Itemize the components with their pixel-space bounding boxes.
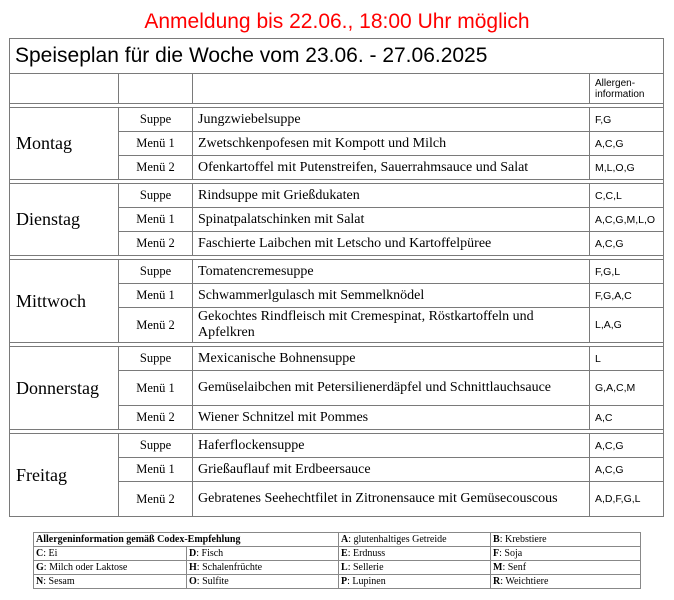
dish-name: Gekochtes Rindfleisch mit Cremespinat, Röstkartoffeln und Apfelkren — [193, 308, 590, 343]
dish-name: Wiener Schnitzel mit Pommes — [193, 406, 590, 430]
dish-allergens: F,G,L — [590, 260, 664, 284]
allergen-column-header — [590, 74, 664, 104]
header-row — [10, 74, 664, 104]
day-name: Mittwoch — [10, 260, 119, 343]
menu-row — [10, 434, 664, 458]
dish-allergens: A,C,G — [590, 132, 664, 156]
dish-name: Mexicanische Bohnensuppe — [193, 347, 590, 371]
dish-allergens: G,A,C,M — [590, 371, 664, 406]
dish-allergens: A,C,G — [590, 232, 664, 256]
dish-allergens: A,C,G — [590, 458, 664, 482]
dish-type: Menü 1 — [119, 208, 193, 232]
dish-name: Schwammerlgulasch mit Semmelknödel — [193, 284, 590, 308]
legend-heading: Allergeninformation gemäß Codex-Empfehlung — [34, 533, 339, 547]
legend-item: L: Sellerie — [339, 561, 491, 575]
dish-allergens: L — [590, 347, 664, 371]
day-name: Dienstag — [10, 184, 119, 256]
dish-type: Suppe — [119, 108, 193, 132]
legend-item: E: Erdnuss — [339, 547, 491, 561]
dish-type: Menü 2 — [119, 232, 193, 256]
day-name: Montag — [10, 108, 119, 180]
menu-row — [10, 108, 664, 132]
legend-item: M: Senf — [491, 561, 641, 575]
legend-item: O: Sulfite — [187, 575, 339, 589]
header-cell-type — [119, 74, 193, 104]
dish-name: Ofenkartoffel mit Putenstreifen, Sauerrahmsauce und Salat — [193, 156, 590, 180]
legend-item: R: Weichtiere — [491, 575, 641, 589]
dish-name: Gebratenes Seehechtfilet in Zitronensauce mit Gemüsecouscous — [193, 482, 590, 517]
legend-item: F: Soja — [491, 547, 641, 561]
header-cell-dish — [193, 74, 590, 104]
legend-item: D: Fisch — [187, 547, 339, 561]
dish-name: Rindsuppe mit Grießdukaten — [193, 184, 590, 208]
dish-name: Spinatpalatschinken mit Salat — [193, 208, 590, 232]
dish-allergens: A,C,G — [590, 434, 664, 458]
day-name: Freitag — [10, 434, 119, 517]
dish-allergens: C,C,L — [590, 184, 664, 208]
dish-type: Menü 1 — [119, 284, 193, 308]
dish-type: Suppe — [119, 184, 193, 208]
menu-row — [10, 347, 664, 371]
dish-type: Menü 2 — [119, 308, 193, 343]
dish-type: Menü 1 — [119, 458, 193, 482]
legend-item: C: Ei — [34, 547, 187, 561]
registration-notice: Anmeldung bis 22.06., 18:00 Uhr möglich — [144, 10, 530, 33]
dish-allergens: F,G,A,C — [590, 284, 664, 308]
menu-title: Speiseplan für die Woche vom 23.06. - 27.06.2025 — [10, 39, 664, 74]
dish-allergens: A,C — [590, 406, 664, 430]
dish-name: Haferflockensuppe — [193, 434, 590, 458]
dish-name: Tomatencremesuppe — [193, 260, 590, 284]
legend-item: A: glutenhaltiges Getreide — [339, 533, 491, 547]
dish-allergens: F,G — [590, 108, 664, 132]
dish-allergens: A,D,F,G,L — [590, 482, 664, 517]
legend-item: B: Krebstiere — [491, 533, 641, 547]
dish-type: Suppe — [119, 434, 193, 458]
dish-name: Gemüselaibchen mit Petersilienerdäpfel und Schnittlauchsauce — [193, 371, 590, 406]
dish-allergens: A,C,G,M,L,O — [590, 208, 664, 232]
legend-item: G: Milch oder Laktose — [34, 561, 187, 575]
dish-type: Menü 1 — [119, 371, 193, 406]
dish-type: Menü 2 — [119, 156, 193, 180]
dish-name: Jungzwiebelsuppe — [193, 108, 590, 132]
dish-allergens: L,A,G — [590, 308, 664, 343]
dish-type: Menü 1 — [119, 132, 193, 156]
legend-item: N: Sesam — [34, 575, 187, 589]
allergen-legend — [33, 532, 641, 589]
dish-type: Suppe — [119, 260, 193, 284]
menu-table — [9, 38, 664, 517]
legend-item: H: Schalenfrüchte — [187, 561, 339, 575]
dish-name: Faschierte Laibchen mit Letscho und Kartoffelpüree — [193, 232, 590, 256]
allergen-header-line-2: information — [595, 88, 645, 100]
dish-allergens: M,L,O,G — [590, 156, 664, 180]
menu-row — [10, 184, 664, 208]
day-name: Donnerstag — [10, 347, 119, 430]
legend-item: P: Lupinen — [339, 575, 491, 589]
menu-row — [10, 260, 664, 284]
dish-type: Suppe — [119, 347, 193, 371]
header-cell-day — [10, 74, 119, 104]
dish-type: Menü 2 — [119, 406, 193, 430]
dish-type: Menü 2 — [119, 482, 193, 517]
dish-name: Zwetschkenpofesen mit Kompott und Milch — [193, 132, 590, 156]
dish-name: Grießauflauf mit Erdbeersauce — [193, 458, 590, 482]
allergen-header-line-1: Allergen- — [595, 77, 636, 89]
